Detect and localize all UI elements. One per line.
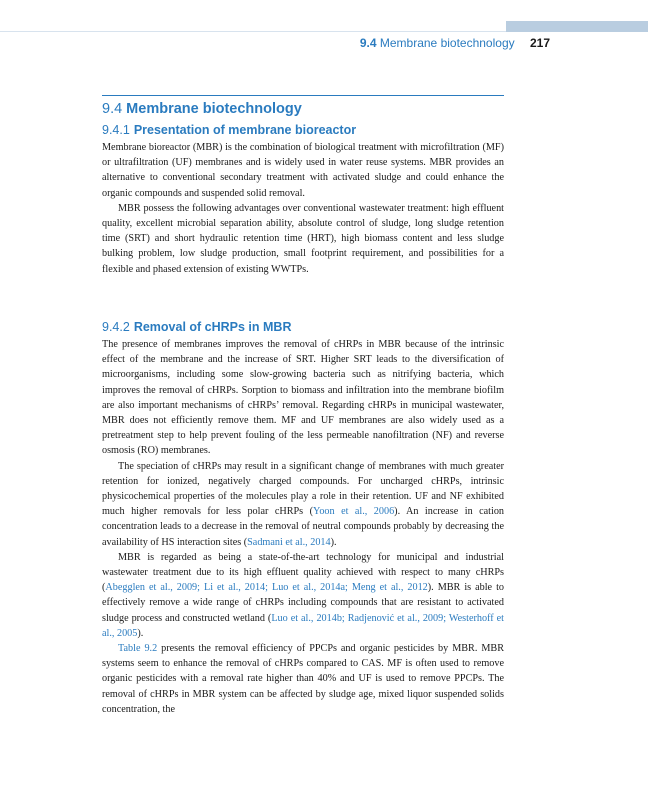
section-number: 9.4	[102, 101, 123, 117]
section-rule	[102, 95, 504, 96]
section-heading	[102, 100, 302, 118]
paragraph	[102, 459, 504, 550]
header-rule	[0, 31, 506, 32]
running-head-section-number: 9.4	[359, 36, 377, 50]
citation-link[interactable]: Luo et al., 2014b; Radjenović et al., 2009; Westerhoff et al., 2005	[102, 612, 504, 639]
citation-link[interactable]: Yoon et al., 2006	[313, 506, 395, 518]
table-reference-link[interactable]: Table 9.2	[118, 643, 158, 655]
subsection-heading-1	[102, 122, 356, 138]
text-run: presents the removal efficiency of PPCPs and organic pesticides by MBR. MBR systems seem to enhance the removal of cHRPs compared to CAS. MF is often used to remove organic pesticides with a removal rate higher than 40% and UF is used to remove PPCPs. The removal of cHRPs in MBR system can be affected by sludge age, mixed liquor suspended solids concentration, the	[102, 643, 505, 715]
paragraph	[102, 641, 504, 717]
citation-link[interactable]: Abegglen et al., 2009; Li et al., 2014; Luo et al., 2014a; Meng et al., 2012	[105, 582, 428, 594]
running-head-section-title: Membrane biotechnology	[379, 36, 515, 50]
subsection-1-body	[102, 140, 504, 277]
running-head	[300, 34, 550, 52]
header-accent-bar	[506, 21, 648, 32]
text-run: MBR is regarded as being a state-of-the-art technology for municipal and industrial wastewater treatment due to its high effluent quality achieved with respect to many cHRPs (	[102, 551, 504, 594]
paragraph: Membrane bioreactor (MBR) is the combination of biological treatment with microfiltration (MF) or ultrafiltration (UF) membranes and is widely used in water reuse systems. MBR provides an alternative to conventional secondary treatment with activated sludge and could enhance the organic compounds and suspended solid removal.	[102, 142, 504, 199]
subsection-heading-2	[102, 319, 291, 335]
text-run: ). MBR is able to effectively remove a wide range of cHRPs including compounds that are resistant to activated sludge process and constructed wetland (	[102, 582, 504, 624]
text-run: ). An increase in cation concentration leads to a decrease in the removal of neutral compounds probably by decreasing the availability of HS interaction sites (	[102, 506, 505, 548]
subsection-title-1: Presentation of membrane bioreactor	[133, 123, 357, 137]
subsection-number-2: 9.4.2	[102, 320, 130, 334]
paragraph: The presence of membranes improves the removal of cHRPs in MBR because of the intrinsic effect of the membrane and the increase of SRT. Higher SRT leads to the diversification of microorganisms, including some slow-growing bacteria such as nitrifying bacteria, which improves the removal of cHRPs. Sorption to biomass and infiltration into the membrane biofilm are also important mechanisms of cHRPs’ removal. Regarding cHRPs in municipal wastewater, MBR does not efficiently remove them. MF and UF membranes are also widely used as a pretreatment step to help prevent fouling of the less permeable nanofiltration (NF) and reverse osmosis (RO) membranes.	[102, 339, 504, 457]
subsection-number-1: 9.4.1	[102, 123, 130, 137]
text-run: ).	[137, 627, 144, 639]
subsection-title-2: Removal of cHRPs in MBR	[133, 320, 292, 334]
subsection-2-body	[102, 337, 504, 717]
page-number: 217	[529, 36, 550, 50]
text-run: ).	[330, 536, 337, 548]
section-title: Membrane biotechnology	[126, 101, 302, 117]
text-run: The speciation of cHRPs may result in a significant change of membranes with much greater retention for ionized, negatively charged compounds. For uncharged cHRPs, intrinsic physicochemical properties of the molecules play a role in their retention. UF and NF exhibited much higher removals for less polar cHRPs (	[102, 460, 504, 518]
paragraph: MBR possess the following advantages over conventional wastewater treatment: high effluent quality, excellent microbial separation ability, absolute control of sludge, long sludge retention time (SRT) and short hydraulic retention time (HRT), high biomass content and less sludge bulking problem, low sludge production, small footprint requirement, and possibilities for a flexible and phased extension of existing WWTPs.	[102, 202, 504, 275]
paragraph	[102, 550, 504, 641]
citation-link[interactable]: Sadmani et al., 2014	[247, 536, 331, 548]
